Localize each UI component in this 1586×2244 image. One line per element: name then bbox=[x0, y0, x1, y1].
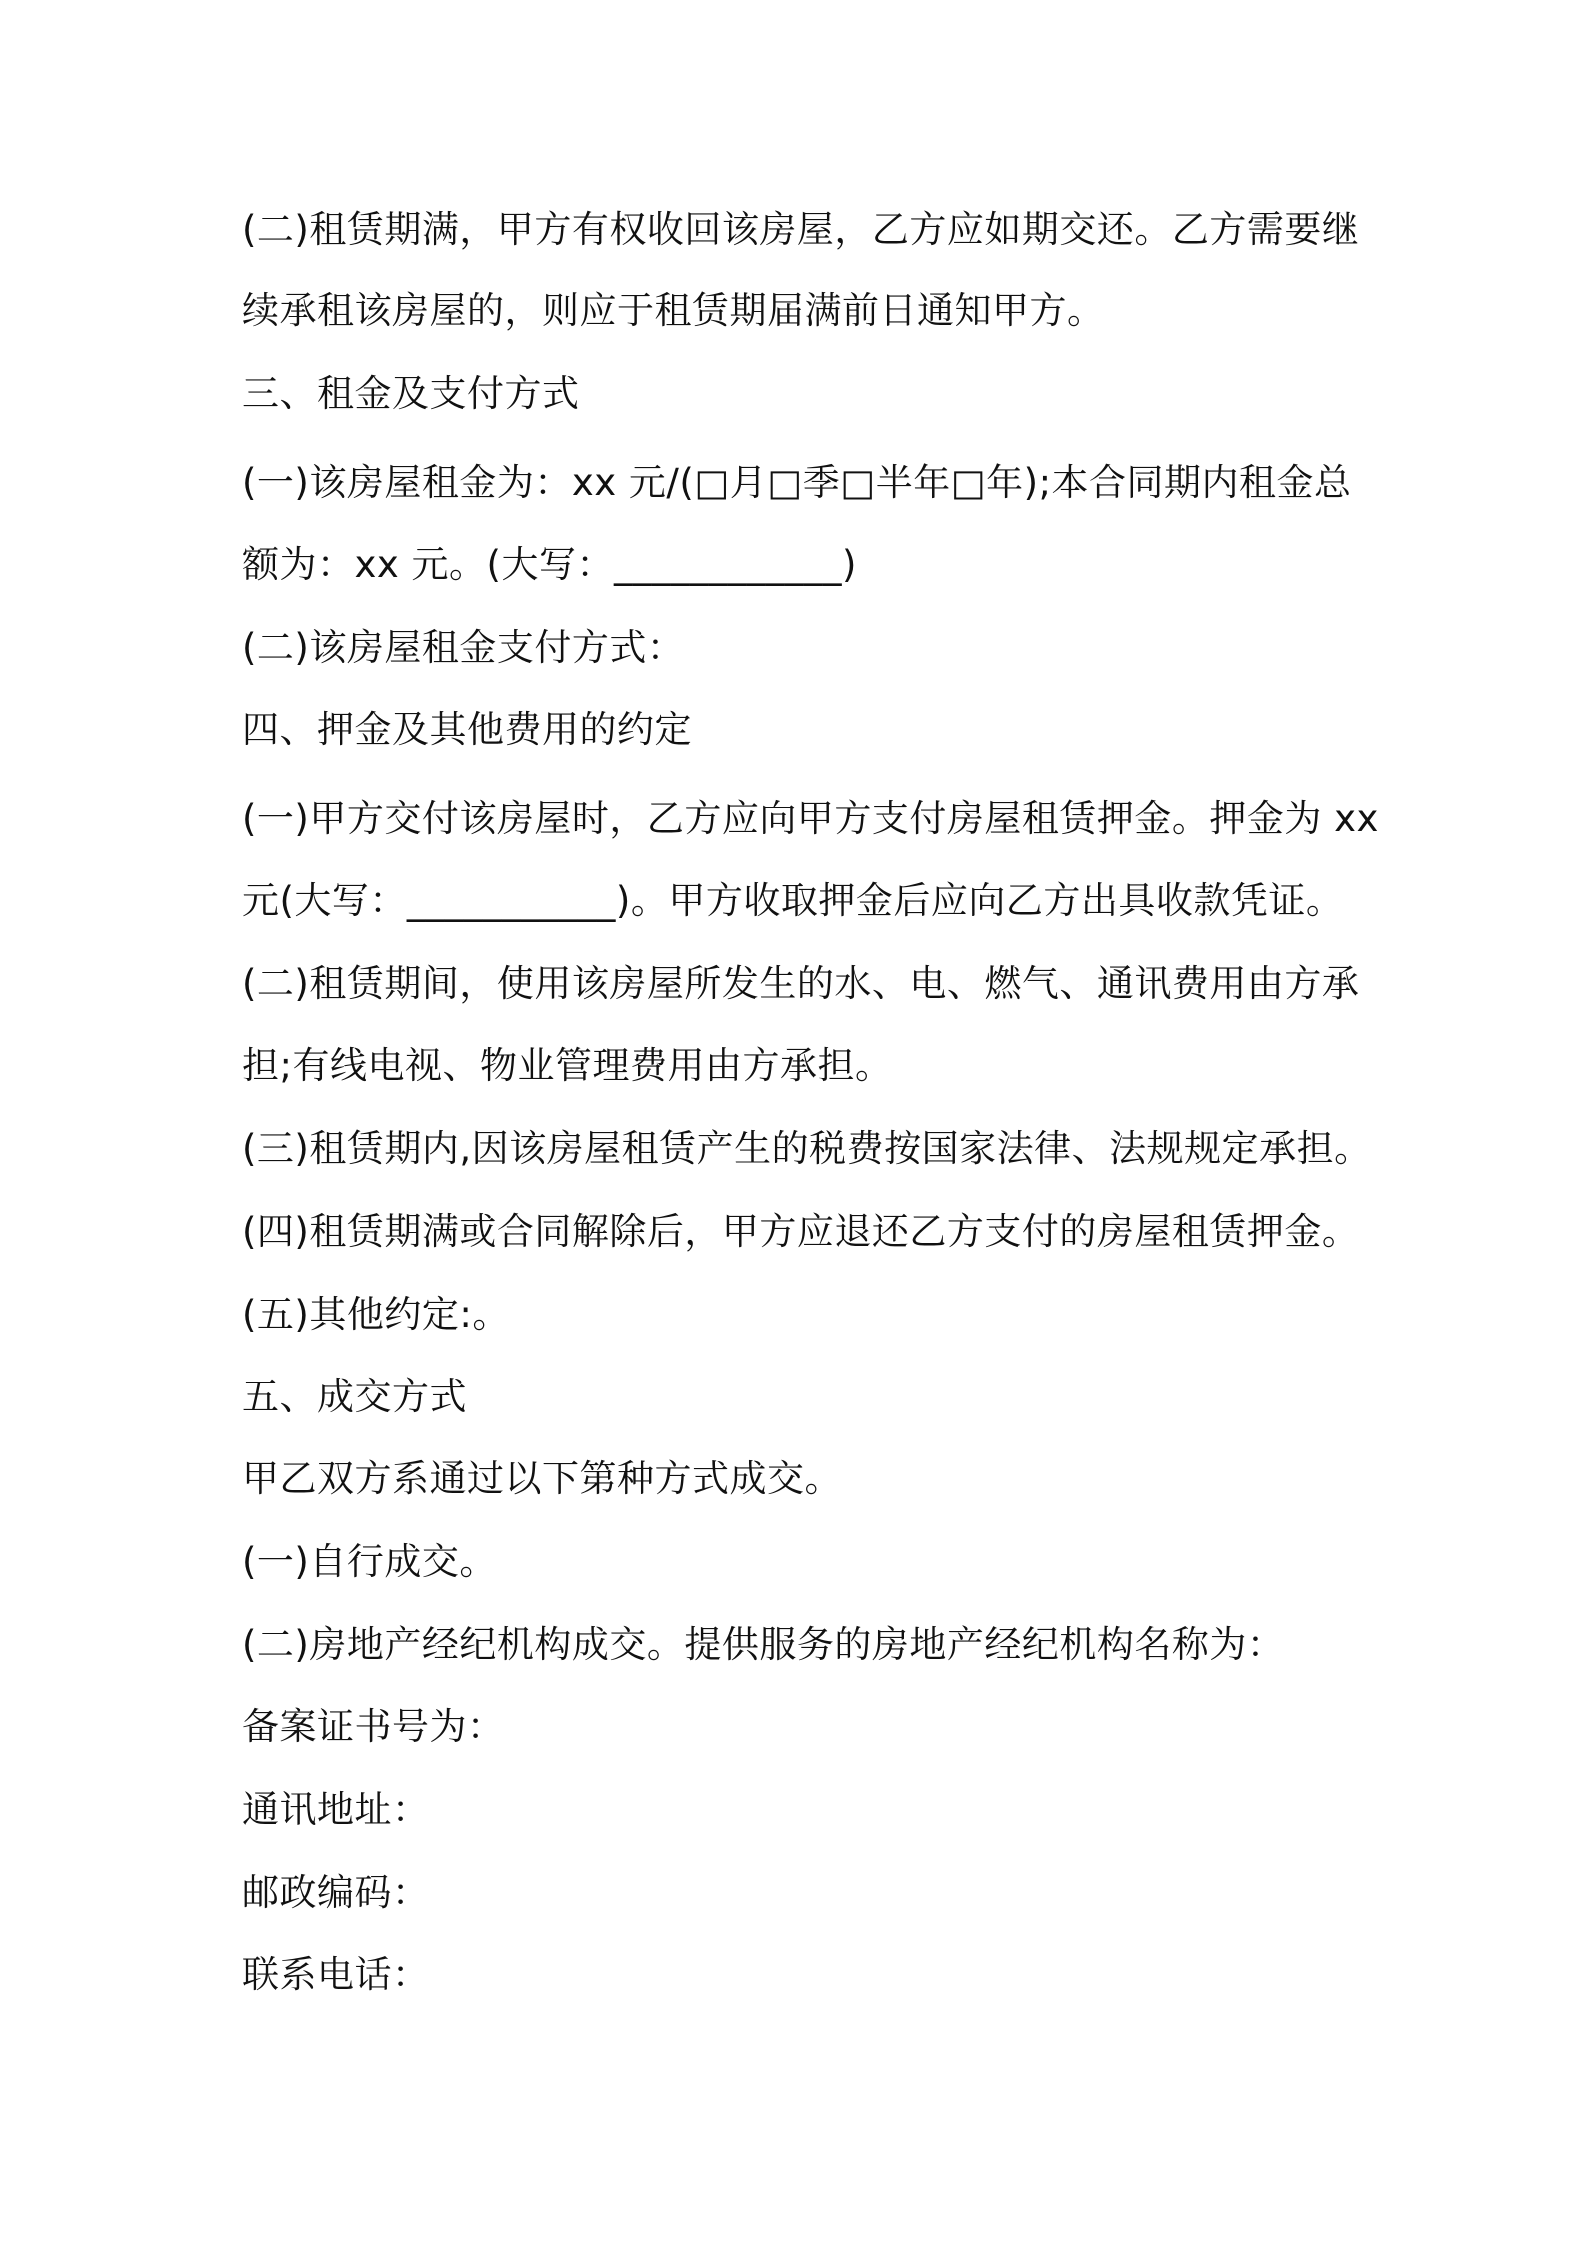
text-line: (五)其他约定:。 bbox=[242, 1293, 510, 1336]
text-line: 担;有线电视、物业管理费用由方承担。 bbox=[242, 1044, 893, 1087]
text-line: (三)租赁期内,因该房屋租赁产生的税费按国家法律、法规规定承担。 bbox=[242, 1127, 1372, 1170]
text-line: (四)租赁期满或合同解除后，甲方应退还乙方支付的房屋租赁押金。 bbox=[242, 1210, 1360, 1253]
text-line: 通讯地址： bbox=[242, 1788, 430, 1831]
text-line: (一)该房屋租金为：xx 元/(□月□季□半年□年);本合同期内租金总 bbox=[242, 461, 1352, 504]
section-heading: 四、押金及其他费用的约定 bbox=[242, 708, 692, 751]
text-line: 续承租该房屋的，则应于租赁期届满前日通知甲方。 bbox=[242, 289, 1105, 332]
text-line: 联系电话： bbox=[242, 1953, 430, 1996]
text-line: 邮政编码： bbox=[242, 1871, 430, 1914]
section-heading: 五、成交方式 bbox=[242, 1375, 467, 1418]
text-line: (二)租赁期间，使用该房屋所发生的水、电、燃气、通讯费用由方承 bbox=[242, 962, 1360, 1005]
section-heading: 三、租金及支付方式 bbox=[242, 372, 580, 415]
text-line: (二)房地产经纪机构成交。提供服务的房地产经纪机构名称为： bbox=[242, 1623, 1285, 1666]
text-line: 备案证书号为： bbox=[242, 1705, 505, 1748]
text-line: 额为：xx 元。(大写：____________) bbox=[242, 543, 857, 586]
text-line: 元(大写：___________)。甲方收取押金后应向乙方出具收款凭证。 bbox=[242, 879, 1344, 922]
text-line: 甲乙双方系通过以下第种方式成交。 bbox=[242, 1457, 842, 1500]
text-line: (一)自行成交。 bbox=[242, 1540, 497, 1583]
text-line: (二)该房屋租金支付方式： bbox=[242, 626, 685, 669]
text-line: (二)租赁期满，甲方有权收回该房屋，乙方应如期交还。乙方需要继 bbox=[242, 208, 1360, 251]
text-line: (一)甲方交付该房屋时，乙方应向甲方支付房屋租赁押金。押金为 xx bbox=[242, 797, 1379, 840]
